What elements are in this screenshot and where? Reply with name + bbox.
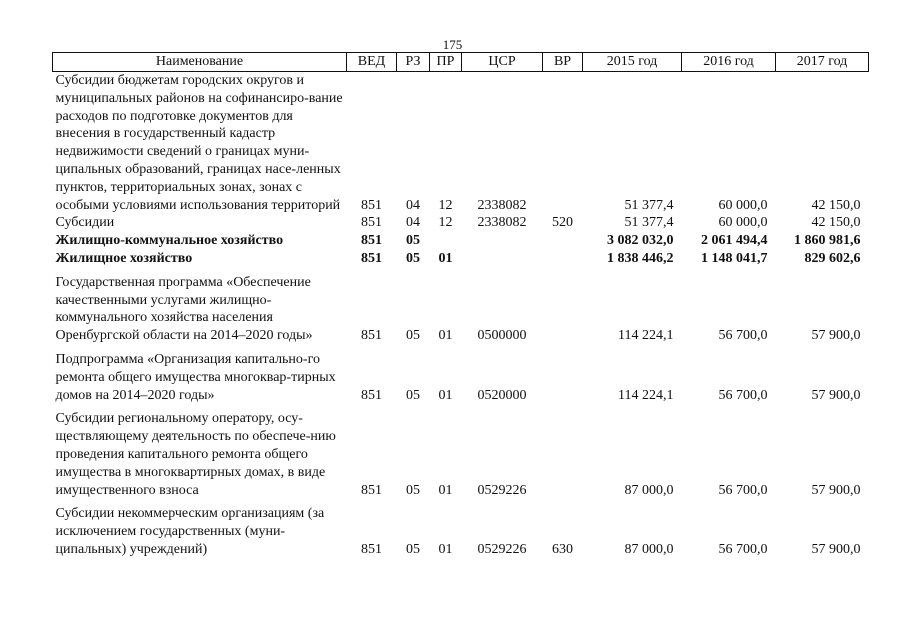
row-name: Субсидии некоммерческим организациям (за исключением государственных (муни-ципальных) учреждений) (55, 506, 325, 557)
table-row-section (53, 250, 869, 268)
row-rz: 05 (406, 328, 420, 344)
row-name: Жилищное хозяйство (55, 250, 193, 266)
row-ved: 851 (361, 387, 382, 403)
row-name: Субсидии бюджетам городских округов и муниципальных районов на софинансиро-вание расходов по подготовке документов для внесения в государственный кадастр недвижимости сведений о границах муни-ципальных образований, границах насе-ленных пунктов, территориальных зонах, зонах с особыми условиями использования территорий (55, 73, 343, 213)
row-csr (462, 250, 543, 268)
row-vr (543, 250, 583, 268)
row-2017: 42 150,0 (811, 197, 861, 213)
row-csr: 2338082 (477, 197, 527, 213)
table-header-row (53, 53, 869, 72)
row-ved: 851 (361, 328, 382, 344)
row-rz: 04 (406, 215, 420, 231)
row-pr: 12 (438, 197, 453, 213)
row-rz: 05 (406, 541, 420, 557)
row-2016: 56 700,0 (718, 541, 768, 557)
row-pr: 01 (438, 250, 453, 266)
row-ved: 851 (361, 541, 382, 557)
row-pr: 01 (438, 328, 453, 344)
row-pr: 01 (438, 541, 453, 557)
header-rz: РЗ (397, 53, 430, 72)
row-2015: 114 224,1 (618, 328, 674, 344)
row-rz: 05 (406, 482, 420, 498)
row-vr: 520 (552, 215, 573, 231)
header-pr: ПР (430, 53, 462, 72)
row-vr (543, 268, 583, 345)
row-pr: 01 (438, 482, 453, 498)
row-rz: 05 (406, 233, 420, 249)
row-pr: 01 (438, 387, 453, 403)
row-2015: 51 377,4 (624, 215, 674, 231)
row-2015: 1 838 446,2 (607, 250, 674, 266)
row-ved: 851 (361, 250, 382, 266)
row-2017: 57 900,0 (811, 541, 861, 557)
row-pr: 12 (438, 215, 453, 231)
row-name: Жилищно-коммунальное хозяйство (55, 233, 284, 249)
row-2016: 1 148 041,7 (701, 250, 768, 266)
header-2016: 2016 год (682, 53, 776, 72)
table-row (53, 404, 869, 499)
budget-table (52, 52, 869, 559)
row-vr (543, 72, 583, 215)
row-2017: 57 900,0 (811, 387, 861, 403)
row-csr: 0529226 (477, 482, 527, 498)
table-row (53, 214, 869, 232)
row-2017: 1 860 981,6 (794, 233, 861, 249)
row-vr (543, 345, 583, 404)
row-pr (430, 232, 462, 250)
row-vr (543, 232, 583, 250)
row-2015: 3 082 032,0 (607, 233, 674, 249)
row-2015: 114 224,1 (618, 387, 674, 403)
row-vr (543, 404, 583, 499)
row-2015: 51 377,4 (624, 197, 674, 213)
row-2016: 2 061 494,4 (701, 233, 768, 249)
row-2017: 57 900,0 (811, 328, 861, 344)
row-ved: 851 (361, 197, 382, 213)
table-row (53, 72, 869, 215)
row-ved: 851 (361, 482, 382, 498)
row-2016: 60 000,0 (718, 215, 768, 231)
row-vr: 630 (552, 541, 573, 557)
table-row (53, 345, 869, 404)
row-2017: 829 602,6 (804, 250, 861, 266)
row-ved: 851 (361, 215, 382, 231)
row-2016: 56 700,0 (718, 328, 768, 344)
table-row-section (53, 232, 869, 250)
table-row (53, 499, 869, 558)
header-2015: 2015 год (583, 53, 682, 72)
row-csr: 0520000 (477, 387, 527, 403)
row-csr: 0500000 (477, 328, 527, 344)
header-ved: ВЕД (347, 53, 397, 72)
page-number: 175 (442, 37, 463, 52)
row-2016: 56 700,0 (718, 387, 768, 403)
header-2017: 2017 год (776, 53, 869, 72)
row-rz: 04 (406, 197, 420, 213)
table-row (53, 268, 869, 345)
row-csr: 0529226 (477, 541, 527, 557)
row-name: Субсидии (55, 215, 115, 231)
row-2015: 87 000,0 (624, 541, 674, 557)
header-name: Наименование (53, 53, 347, 72)
row-2016: 60 000,0 (718, 197, 768, 213)
header-vr: ВР (543, 53, 583, 72)
row-name: Подпрограмма «Организация капитально-го ремонта общего имущества многоквар-тирных домов на 2014–2020 годы» (55, 351, 336, 403)
row-name: Субсидии региональному оператору, осу-ществляющему деятельность по обеспече-нию проведения капитального ремонта общего имущества в многоквартирных домах, в виде имущественного взноса (55, 411, 336, 498)
header-csr: ЦСР (462, 53, 543, 72)
row-2016: 56 700,0 (718, 482, 768, 498)
row-2015: 87 000,0 (624, 482, 674, 498)
row-name: Государственная программа «Обеспечение качественными услугами жилищно-коммунального хозяйства населения Оренбургской области на 2014–2020 годы» (55, 274, 313, 344)
row-csr (462, 232, 543, 250)
row-rz: 05 (406, 387, 420, 403)
row-ved: 851 (361, 233, 382, 249)
row-2017: 57 900,0 (811, 482, 861, 498)
row-csr: 2338082 (477, 215, 527, 231)
row-rz: 05 (406, 250, 420, 266)
row-2017: 42 150,0 (811, 215, 861, 231)
